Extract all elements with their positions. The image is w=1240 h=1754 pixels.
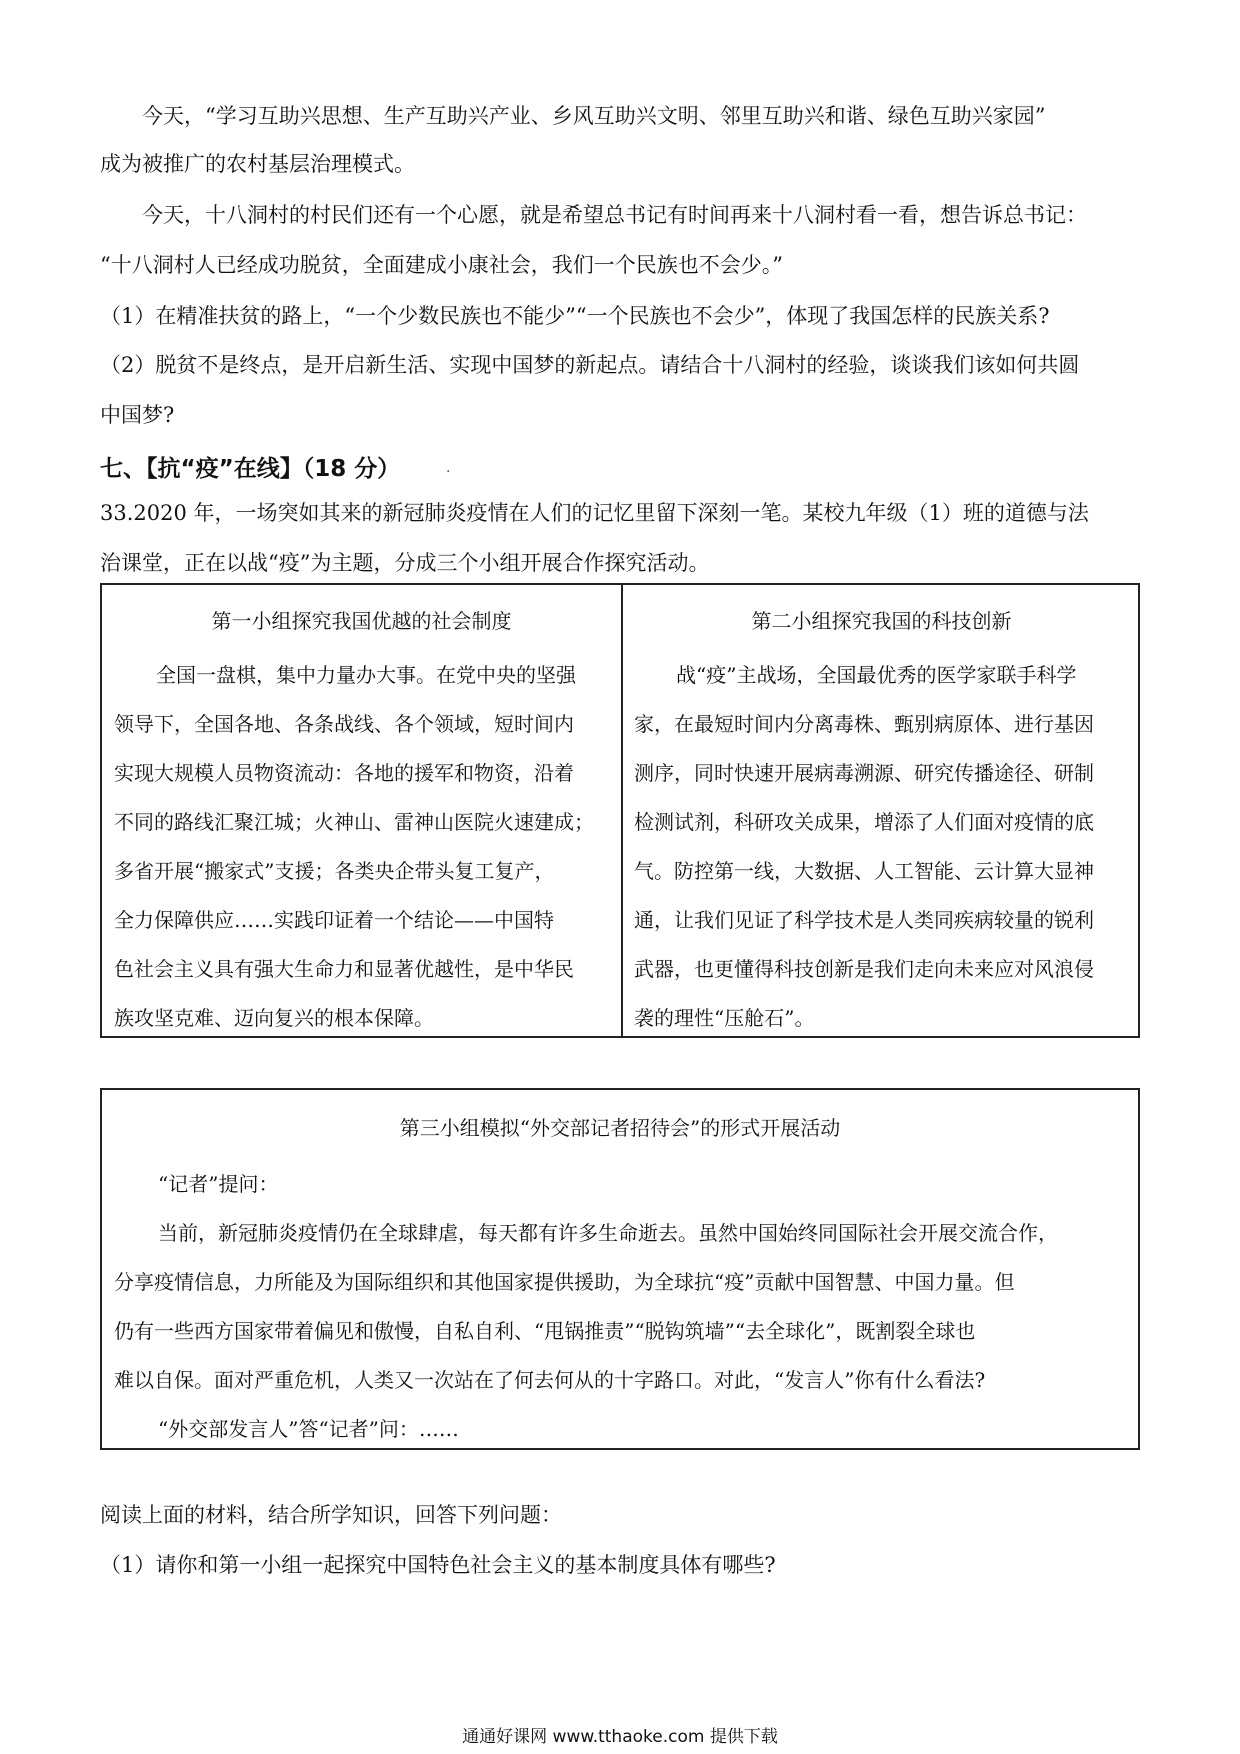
intro-paragraph-1-line-1: 今天，“学习互助兴思想、生产互助兴产业、乡风互助兴文明、邻里互助兴和谐、绿色互助兴家园”	[142, 104, 1046, 128]
group-3-line: 难以自保。面对严重危机，人类又一次站在了何去何从的十字路口。对此，“发言人”你有什么看法?	[114, 1368, 986, 1392]
section-heading: 七、【抗“疫”在线】（18 分）	[100, 456, 401, 482]
group-2-line: 通，让我们见证了科学技术是人类同疾病较量的锐利	[634, 908, 1094, 932]
table-divider	[621, 585, 623, 1036]
group-1-text	[114, 651, 594, 1043]
group-2-line: 测序，同时快速开展病毒溯源、研究传播途径、研制	[634, 761, 1094, 785]
group-3-line: 仍有一些西方国家带着偏见和傲慢，自私自利、“甩锅推责”“脱钩筑墙”“去全球化”，既割裂全球也	[114, 1319, 976, 1343]
question-2-line-2: 中国梦?	[100, 403, 175, 427]
group-3-line: 当前，新冠肺炎疫情仍在全球肆虐，每天都有许多生命逝去。虽然中国始终同国际社会开展交流合作，	[158, 1221, 1058, 1245]
group-3-line: “外交部发言人”答“记者”问：……	[158, 1417, 459, 1441]
page-footer: 通通好课网 www.tthaoke.com 提供下载	[462, 1727, 778, 1747]
group-2-line: 战“疫”主战场，全国最优秀的医学家联手科学	[676, 663, 1077, 687]
question-1: （1）在精准扶贫的路上，“一个少数民族也不能少”“一个民族也不会少”，体现了我国怎样的民族关系?	[100, 304, 1050, 328]
group-2-text	[634, 651, 1094, 1043]
group-3-box	[100, 1088, 1140, 1450]
group-1-line: 族攻坚克难、迈向复兴的根本保障。	[114, 1006, 434, 1030]
group-2-line: 检测试剂，科研攻关成果，增添了人们面对疫情的底	[634, 810, 1094, 834]
group-2-line: 家，在最短时间内分离毒株、甄别病原体、进行基因	[634, 712, 1094, 736]
group-1-line: 领导下，全国各地、各条战线、各个领域，短时间内	[114, 712, 574, 736]
stray-mark: .	[446, 460, 451, 476]
question-2-line-1: （2）脱贫不是终点，是开启新生活、实现中国梦的新起点。请结合十八洞村的经验，谈谈我们该如何共圆	[100, 353, 1080, 377]
question-33-1: （1）请你和第一小组一起探究中国特色社会主义的基本制度具体有哪些?	[100, 1553, 776, 1577]
group-comparison-table	[100, 583, 1140, 1038]
group-1-line: 全力保障供应……实践印证着一个结论——中国特	[114, 908, 554, 932]
group-2-line: 武器，也更懂得科技创新是我们走向未来应对风浪侵	[634, 957, 1094, 981]
group-2-title: 第二小组探究我国的科技创新	[751, 609, 1012, 633]
group-2-line: 气。防控第一线，大数据、人工智能、云计算大显神	[634, 859, 1094, 883]
intro-paragraph-1-line-2: 成为被推广的农村基层治理模式。	[100, 152, 415, 176]
group-1-line: 多省开展“搬家式”支援；各类央企带头复工复产，	[114, 859, 555, 883]
group-2-line: 袭的理性“压舱石”。	[634, 1006, 815, 1030]
group-1-line: 色社会主义具有强大生命力和显著优越性，是中华民	[114, 957, 574, 981]
instruction-text: 阅读上面的材料，结合所学知识，回答下列问题：	[100, 1503, 562, 1527]
group-1-title: 第一小组探究我国优越的社会制度	[211, 609, 512, 633]
group-3-line: “记者”提问：	[158, 1172, 279, 1196]
intro-paragraph-2-line-2: “十八洞村人已经成功脱贫，全面建成小康社会，我们一个民族也不会少。”	[100, 253, 783, 277]
question-33-line-1: 33.2020 年，一场突如其来的新冠肺炎疫情在人们的记忆里留下深刻一笔。某校九年级（1）班的道德与法	[100, 501, 1089, 525]
question-33-line-2: 治课堂，正在以战“疫”为主题，分成三个小组开展合作探究活动。	[100, 551, 710, 575]
group-3-line: 分享疫情信息，力所能及为国际组织和其他国家提供援助，为全球抗“疫”贡献中国智慧、中国力量。但	[114, 1270, 1015, 1294]
group-3-title: 第三小组模拟“外交部记者招待会”的形式开展活动	[399, 1116, 841, 1140]
group-1-line: 不同的路线汇聚江城；火神山、雷神山医院火速建成；	[114, 810, 594, 834]
group-1-line: 全国一盘棋，集中力量办大事。在党中央的坚强	[156, 663, 576, 687]
intro-paragraph-2-line-1: 今天，十八洞村的村民们还有一个心愿，就是希望总书记有时间再来十八洞村看一看，想告诉总书记：	[142, 203, 1087, 227]
group-3-text	[102, 1160, 1058, 1454]
group-1-line: 实现大规模人员物资流动：各地的援军和物资，沿着	[114, 761, 574, 785]
